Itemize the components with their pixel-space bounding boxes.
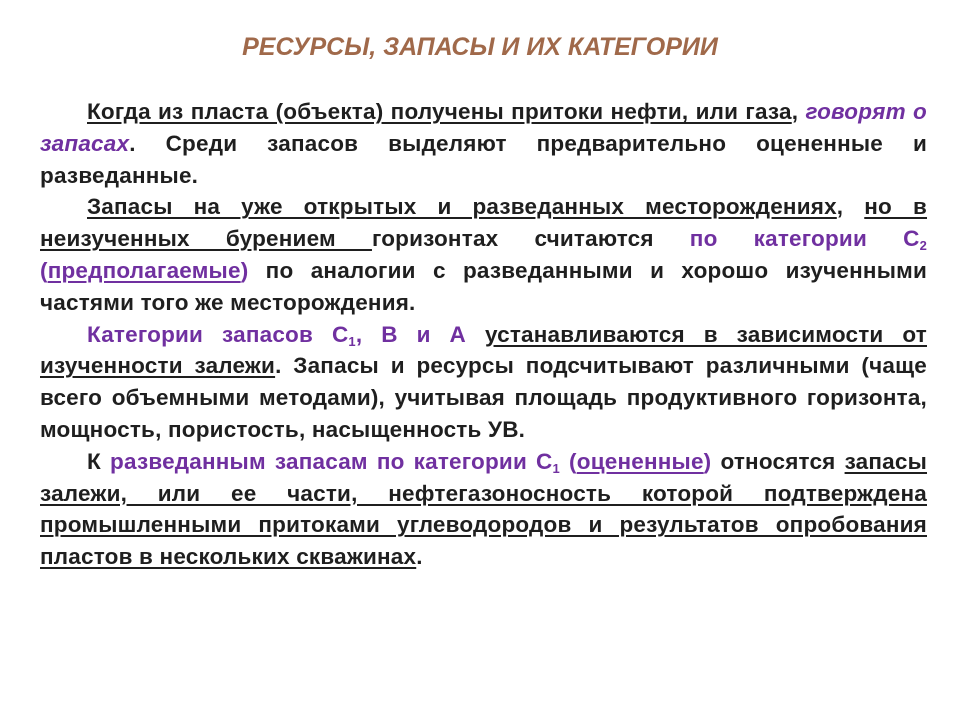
p2-paren: ) xyxy=(240,257,249,283)
p4-category-label: разведанным запасам по категории С xyxy=(110,448,553,474)
paragraph-3 xyxy=(40,319,927,446)
p2-text: , xyxy=(836,194,865,220)
p1-highlight: говорят о запасах xyxy=(40,99,928,156)
p3-category-rest: , В и А xyxy=(355,321,467,347)
p2-category-label: по категории С xyxy=(689,226,920,252)
p2-text: горизонтах считаются xyxy=(371,226,690,252)
p4-underlined-text: запасы залежи, или ее части, нефтегазоносность которой подтверждена промышленными притоками углеводородов и результатов опробования пластов в нескольких скважинах xyxy=(40,448,928,570)
paragraph-1 xyxy=(40,96,927,191)
p4-category-subscript: 1 xyxy=(552,460,560,476)
p3-category-label: Категории запасов С xyxy=(87,321,349,347)
p4-text: К xyxy=(87,448,111,474)
p4-paren: ( xyxy=(569,448,577,474)
p2-underlined-text: но в неизученных бурением xyxy=(40,194,928,252)
p3-category-c1 xyxy=(87,322,466,347)
p4-category-c1 xyxy=(110,449,560,474)
p3-text: . Запасы и ресурсы подсчитывают различными (чаще всего объемными методами), учитывая площадь продуктивного горизонта, мощность, пористость, насыщенность УВ. xyxy=(40,353,927,442)
p1-text: , xyxy=(791,99,806,124)
p1-underlined-text: Когда из пласта (объекта) получены притоки нефти, или газа xyxy=(87,99,792,124)
p2-text: по аналогии с разведанными и хорошо изученными частями того же месторождения. xyxy=(40,257,927,315)
p2-paren: ( xyxy=(40,257,48,283)
p3-text xyxy=(466,322,485,347)
p4-text xyxy=(560,449,569,474)
p2-underlined-text: Запасы на уже открытых и разведанных месторождениях xyxy=(87,194,837,220)
paragraph-4 xyxy=(40,446,927,573)
p4-text: . xyxy=(416,544,423,570)
paragraph-2 xyxy=(40,191,927,318)
p4-highlight: оцененные xyxy=(576,448,704,474)
p1-text: . Среди запасов выделяют предварительно оцененные и разведанные. xyxy=(40,130,927,188)
p3-category-subscript: 1 xyxy=(348,333,356,349)
p4-text: относятся xyxy=(711,448,845,474)
p3-underlined-text: устанавливаются в зависимости от изученности залежи xyxy=(40,321,927,379)
p2-category-subscript: 2 xyxy=(919,238,927,254)
p2-highlight: предполагаемые xyxy=(47,257,241,283)
slide-body xyxy=(40,96,927,573)
p2-category-c2 xyxy=(689,226,927,254)
slide-title: РЕСУРСЫ, ЗАПАСЫ И ИХ КАТЕГОРИИ xyxy=(242,33,718,61)
p4-paren: ) xyxy=(703,448,712,474)
